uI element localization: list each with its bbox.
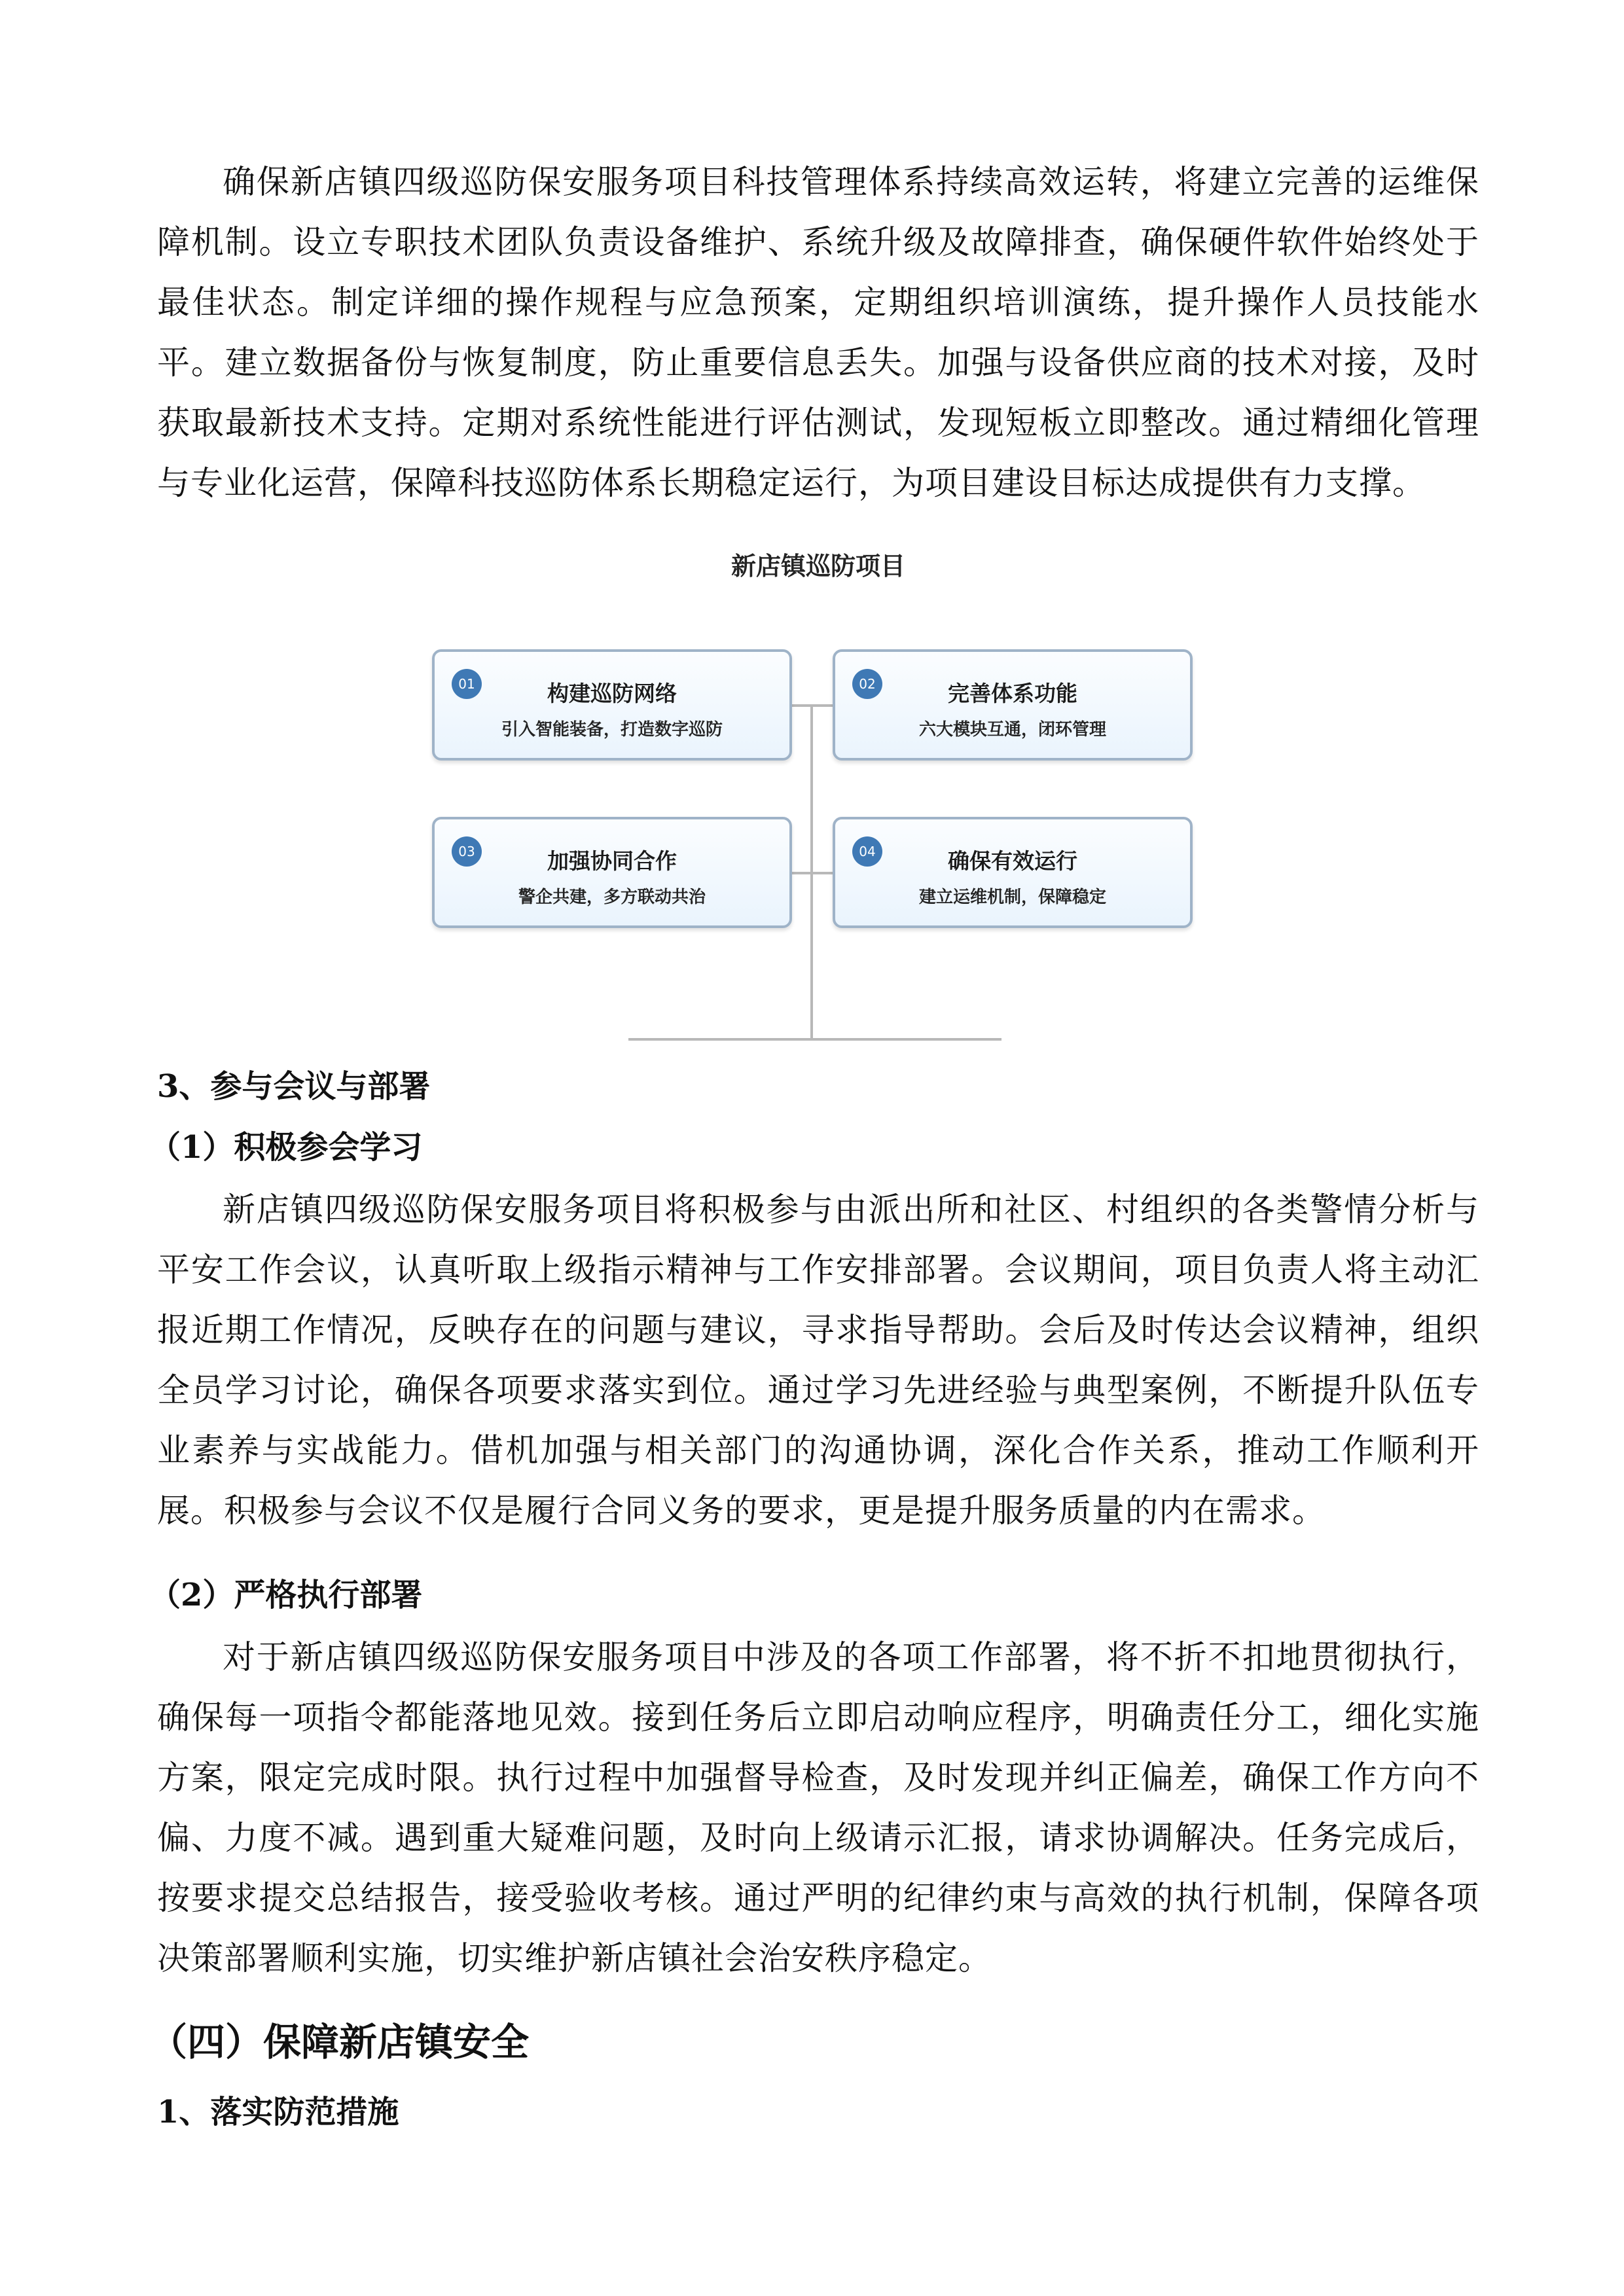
section-3-2-paragraph: 对于新店镇四级巡防保安服务项目中涉及的各项工作部署，将不折不扣地贯彻执行，确保每一项指令都能落地见效。接到任务后立即启动响应程序，明确责任分工，细化实施方案，限定完成时限。执行过程中加强督导检查，及时发现并纠正偏差，确保工作方向不偏、力度不减。遇到重大疑难问题，及时向上级请示汇报，请求协调解决。任务完成后，按要求提交总结报告，接受验收考核。通过严明的纪律约束与高效的执行机制，保障各项决策部署顺利实施，切实维护新店镇社会治安秩序稳定。 bbox=[157, 1638, 1479, 1977]
card-title: 完善体系功能 bbox=[948, 681, 1077, 706]
section-3-heading: 3、参与会议与部署 bbox=[157, 1068, 431, 1105]
card-number-badge: 03 bbox=[452, 836, 482, 867]
card-03 bbox=[432, 817, 792, 928]
card-01 bbox=[432, 649, 792, 761]
section-3-1-heading: （1）积极参会学习 bbox=[149, 1129, 423, 1166]
section-4-heading: （四）保障新店镇安全 bbox=[149, 2020, 530, 2064]
diagram-title: 新店镇巡防项目 bbox=[731, 552, 905, 581]
intro-paragraph: 确保新店镇四级巡防保安服务项目科技管理体系持续高效运转，将建立完善的运维保障机制。设立专职技术团队负责设备维护、系统升级及故障排查，确保硬件软件始终处于最佳状态。制定详细的操作规程与应急预案，定期组织培训演练，提升操作人员技能水平。建立数据备份与恢复制度，防止重要信息丢失。加强与设备供应商的技术对接，及时获取最新技术支持。定期对系统性能进行评估测试，发现短板立即整改。通过精细化管理与专业化运营，保障科技巡防体系长期稳定运行，为项目建设目标达成提供有力支撑。 bbox=[157, 163, 1479, 502]
diagram-connector-lines bbox=[419, 543, 1218, 1054]
card-subtitle: 警企共建，多方联动共治 bbox=[518, 888, 706, 907]
card-title: 加强协同合作 bbox=[547, 848, 677, 874]
project-diagram bbox=[419, 543, 1218, 1054]
card-subtitle: 建立运维机制，保障稳定 bbox=[918, 888, 1106, 907]
card-title: 构建巡防网络 bbox=[547, 681, 677, 706]
card-04 bbox=[833, 817, 1193, 928]
card-subtitle: 引入智能装备，打造数字巡防 bbox=[501, 720, 723, 740]
section-3-2-heading: （2）严格执行部署 bbox=[149, 1577, 423, 1613]
section-4-1-heading: 1、落实防范措施 bbox=[157, 2094, 399, 2130]
card-subtitle: 六大模块互通，闭环管理 bbox=[918, 720, 1106, 740]
card-number-badge: 02 bbox=[852, 669, 882, 699]
card-02 bbox=[833, 649, 1193, 761]
section-3-1-paragraph: 新店镇四级巡防保安服务项目将积极参与由派出所和社区、村组织的各类警情分析与平安工作会议，认真听取上级指示精神与工作安排部署。会议期间，项目负责人将主动汇报近期工作情况，反映存在的问题与建议，寻求指导帮助。会后及时传达会议精神，组织全员学习讨论，确保各项要求落实到位。通过学习先进经验与典型案例，不断提升队伍专业素养与实战能力。借机加强与相关部门的沟通协调，深化合作关系，推动工作顺利开展。积极参与会议不仅是履行合同义务的要求，更是提升服务质量的内在需求。 bbox=[157, 1191, 1479, 1530]
card-number-badge: 01 bbox=[452, 669, 482, 699]
card-number-badge: 04 bbox=[852, 836, 882, 867]
card-title: 确保有效运行 bbox=[948, 848, 1077, 874]
